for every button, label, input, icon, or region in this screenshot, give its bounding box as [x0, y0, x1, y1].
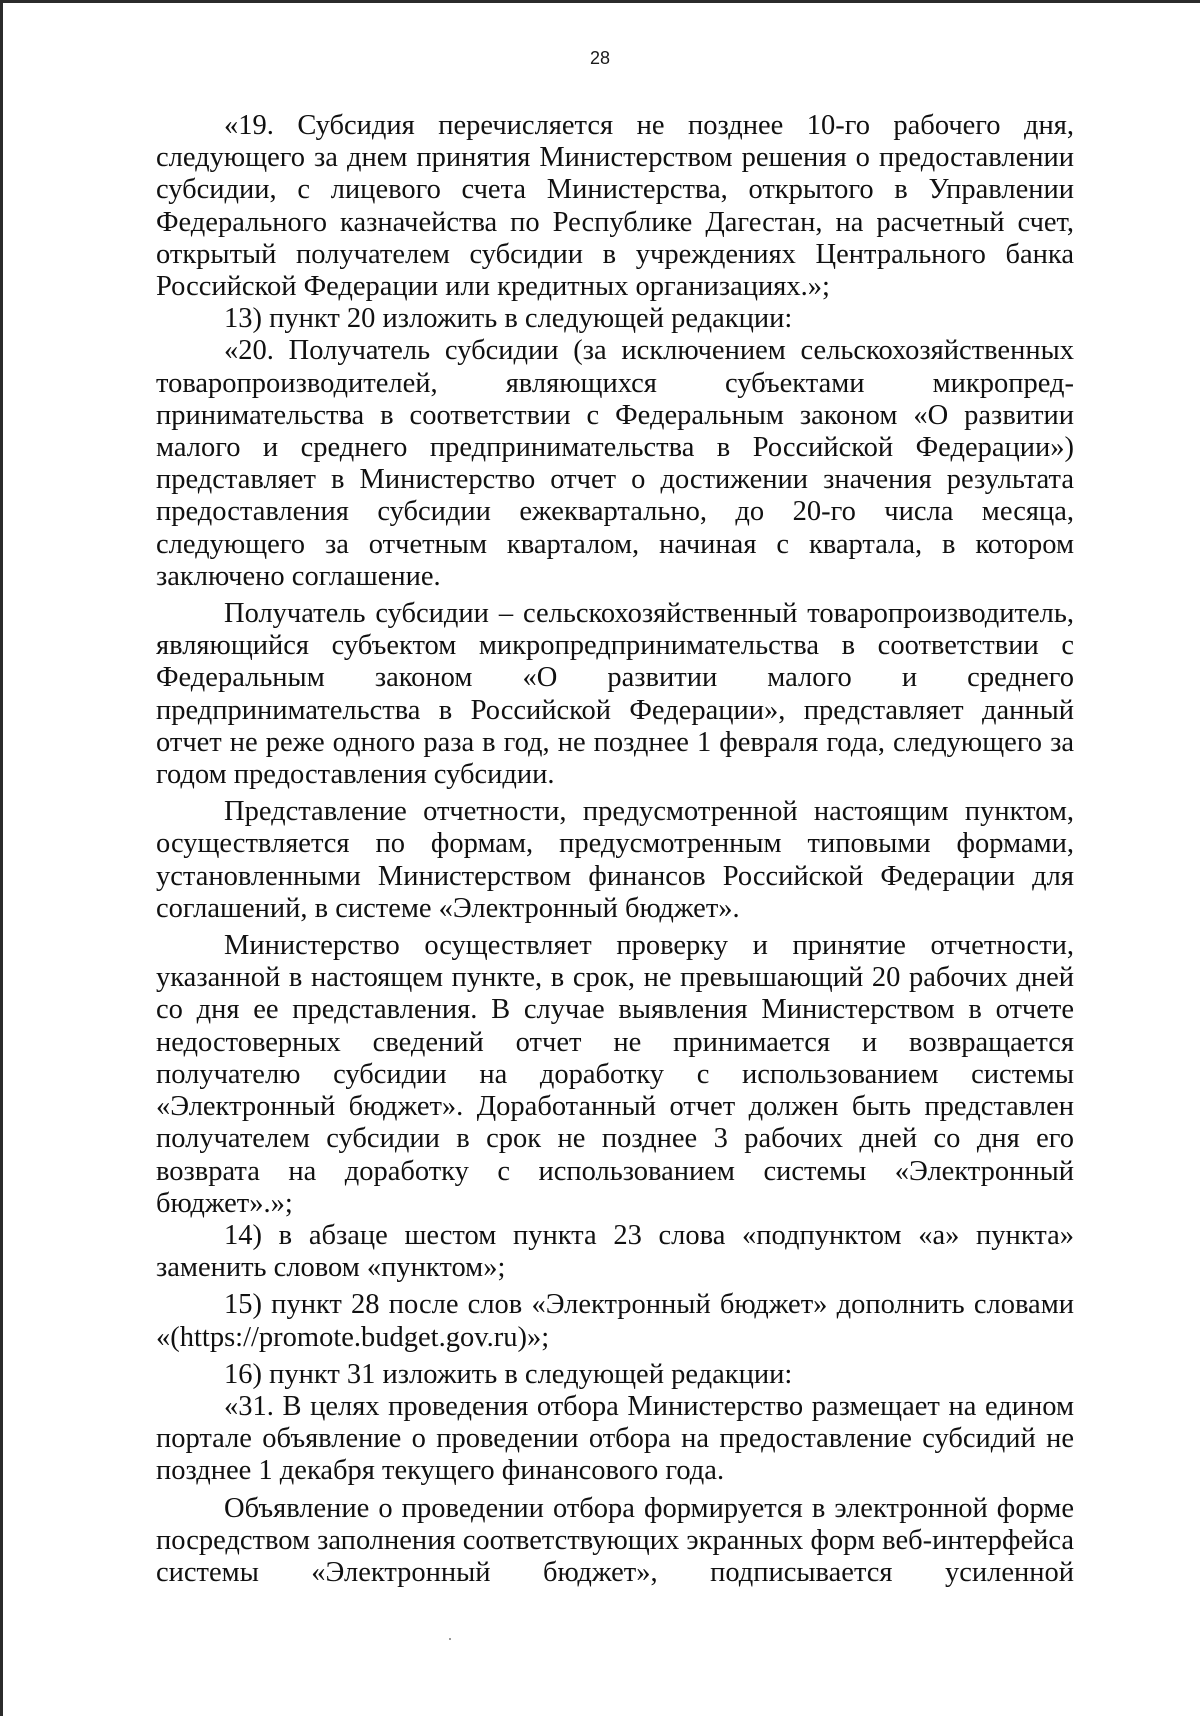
- paragraph-item-20: «20. Получатель субсидии (за исключением сельскохозяйственных товаропроизводителей, являющихся субъектами микропредпринимательства в соответствии с Федеральным законом «О развитии малого и среднего предпринимательства в Российской Федерации») представляет в Министерство отчет о достижении значения результата предоставления субсидии ежеквартально, до 20-го числа месяца, следующего за отчетным кварталом, начиная с квартала, в котором заключено соглашение.: [156, 335, 1074, 592]
- paragraph-micro-enterprise-report: Получатель субсидии – сельскохозяйственный товаропроизводитель, являющийся субъектом микропредпринимательства в соответствии с Федеральным законом «О развитии малого и среднего предпринимательства в Российской Федерации», представляет данный отчет не реже одного раза в год, не позднее 1 февраля года, следующего за годом предоставления субсидии.: [156, 598, 1074, 791]
- scan-edge-top: [0, 0, 1200, 3]
- paragraph-amendment-14: 14) в абзаце шестом пункта 23 слова «подпунктом «а» пункта» заменить словом «пунктом»;: [156, 1219, 1074, 1284]
- page-number: 28: [589, 48, 611, 68]
- paragraph-ministry-review: Министерство осуществляет проверку и принятие отчетности, указанной в настоящем пункте, в срок, не превышающий 20 рабочих дней со дня ее представления. В случае выявления Министерством в отчете недостоверных сведений отчет не принимается и возвращается получателю субсидии на доработку с использованием системы «Электронный бюджет». Доработанный отчет должен быть представлен получателем субсидии в срок не позднее 3 рабочих дней со дня его возврата на доработку с использованием системы «Электронный бюджет».»;: [156, 930, 1074, 1219]
- paragraph-amendment-16: 16) пункт 31 изложить в следующей редакции:: [224, 1358, 793, 1390]
- document-body: [156, 110, 1074, 1589]
- scan-edge-left: [0, 0, 3, 1716]
- paragraph-amendment-13: 13) пункт 20 изложить в следующей редакции:: [224, 303, 793, 335]
- paragraph-selection-announcement: Объявление о проведении отбора формируется в электронной форме посредством заполнения соответствующих экранных форм веб-интерфейса системы «Электронный бюджет», подписывается усиленной: [156, 1492, 1074, 1588]
- paragraph-item-31: «31. В целях проведения отбора Министерство размещает на едином портале объявление о проведении отбора на предоставление субсидий не позднее 1 декабря текущего финансового года.: [156, 1390, 1074, 1487]
- paragraph-amendment-15: 15) пункт 28 после слов «Электронный бюджет» дополнить словами «(https://promote.budget.gov.ru)»;: [156, 1289, 1074, 1353]
- scan-speck: [449, 1638, 451, 1640]
- paragraph-reporting-forms: Представление отчетности, предусмотренной настоящим пунктом, осуществляется по формам, предусмотренным типовыми формами, установленными Министерством финансов Российской Федерации для соглашений, в системе «Электронный бюджет».: [156, 796, 1074, 924]
- paragraph-item-19: «19. Субсидия перечисляется не позднее 10-го рабочего дня, следующего за днем принятия Министерством решения о предоставлении субсидии, с лицевого счета Министерства, открытого в Управлении Федерального казначейства по Республике Дагестан, на расчетный счет, открытый получателем субсидии в учреждениях Центрального банка Российской Федерации или кредитных организациях.»;: [156, 110, 1074, 303]
